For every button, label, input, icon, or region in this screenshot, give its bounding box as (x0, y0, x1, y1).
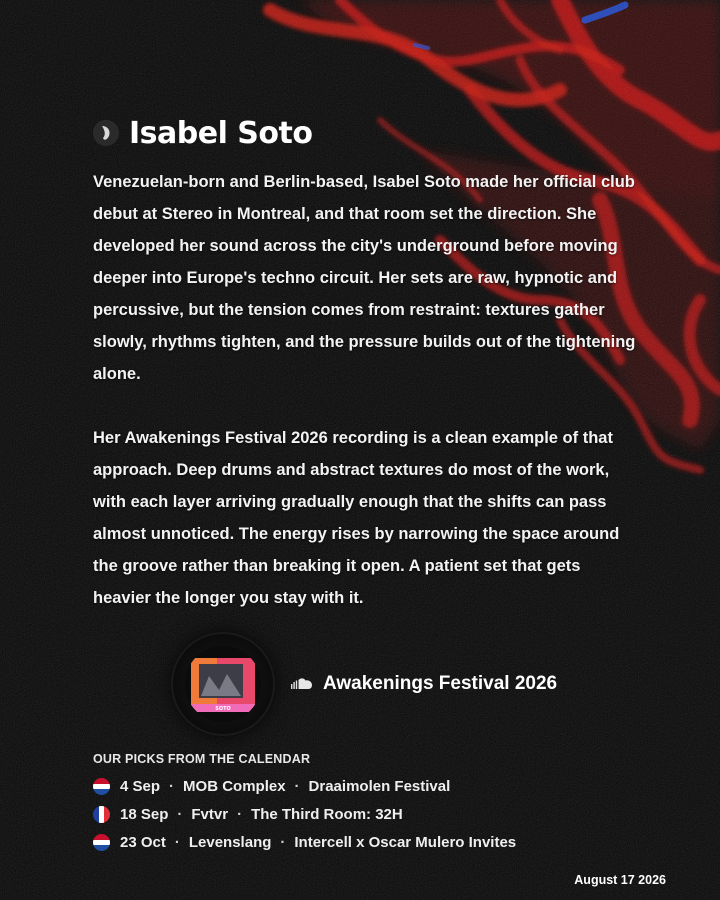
mix-player[interactable] (173, 632, 638, 736)
separator: · (177, 805, 183, 823)
france-flag-icon (93, 806, 110, 823)
mix-artwork (185, 646, 261, 722)
pick-venue[interactable]: MOB Complex (183, 777, 286, 795)
artwork-label: SOTO (215, 706, 231, 712)
pick-event[interactable]: The Third Room: 32H (251, 805, 403, 823)
artist-feature (93, 110, 638, 856)
netherlands-flag-icon (93, 834, 110, 851)
title-row (93, 110, 638, 156)
artist-avatar[interactable] (93, 120, 119, 146)
separator: · (237, 805, 243, 823)
calendar-picks (93, 752, 638, 856)
pick-item[interactable] (93, 772, 638, 800)
soundcloud-icon (291, 677, 313, 691)
separator: · (174, 833, 180, 851)
artist-name: Isabel Soto (129, 115, 313, 151)
pick-event[interactable]: Draaimolen Festival (308, 777, 451, 795)
pick-item[interactable] (93, 800, 638, 828)
pick-venue[interactable]: Fvtvr (191, 805, 229, 823)
bio-paragraph-1: Venezuelan-born and Berlin-based, Isabel Soto made her official club debut at Stereo in Montreal, and that room set the direction. She developed her sound across the city's underground before moving deeper into Europe's techno circuit. Her sets are raw, hypnotic and percussive, but the tension comes from restraint: textures gather slowly, rhythms tighten, and the pressure builds out of the tightening alone. (93, 173, 636, 383)
netherlands-flag-icon (93, 778, 110, 795)
post-date: August 17 2026 (574, 873, 666, 887)
pick-item[interactable] (93, 828, 638, 856)
separator: · (169, 777, 175, 795)
track-info[interactable] (291, 673, 557, 695)
pick-date: 4 Sep (120, 777, 161, 795)
picks-heading: OUR PICKS FROM THE CALENDAR (93, 752, 311, 766)
pick-venue[interactable]: Levenslang (188, 833, 272, 851)
pick-event[interactable]: Intercell x Oscar Mulero Invites (294, 833, 517, 851)
pick-date: 18 Sep (120, 805, 169, 823)
track-title[interactable]: Awakenings Festival 2026 (323, 673, 558, 694)
separator: · (294, 777, 300, 795)
pick-date: 23 Oct (120, 833, 166, 851)
bio-paragraph-2: Her Awakenings Festival 2026 recording is a clean example of that approach. Deep drums and abstract textures do most of the work, with each layer arriving gradually enough that the shifts can pass almost unnoticed. The energy rises by narrowing the space around the groove rather than breaking it open. A patient set that gets heavier the longer you stay with it. (93, 429, 620, 607)
mix-artwork-disc[interactable] (173, 634, 273, 734)
separator: · (280, 833, 286, 851)
artist-bio (93, 166, 638, 614)
